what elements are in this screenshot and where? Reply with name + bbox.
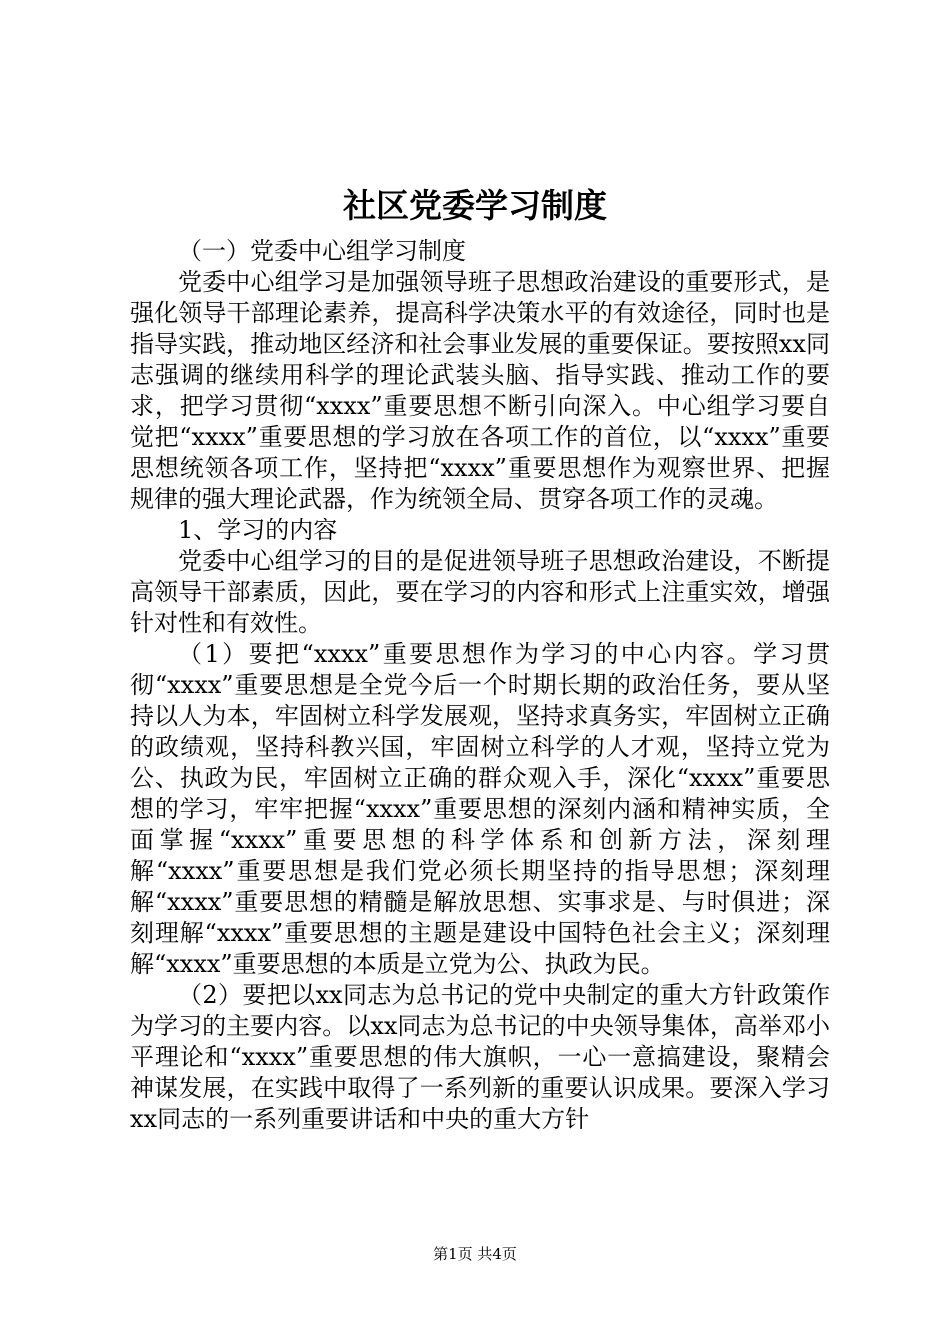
page-number: 第1页 共4页 [433, 1245, 517, 1263]
paragraph: （2）要把以xx同志为总书记的党中央制定的重大方针政策作为学习的主要内容。以xx同志为总书记的中央领导集体，高举邓小平理论和“xxxx”重要思想的伟大旗帜，一心一意搞建设，聚精会神谋发展，在实践中取得了一系列新的重要认识成果。要深入学习xx同志的一系列重要讲话和中央的重大方针 [130, 981, 830, 1133]
document-title: 社区党委学习制度 [343, 186, 607, 225]
subsection-heading: 1、学习的内容 [178, 516, 338, 544]
document-body [130, 236, 830, 1135]
section-heading: （一）党委中心组学习制度 [178, 237, 466, 265]
paragraph: 党委中心组学习是加强领导班子思想政治建设的重要形式，是强化领导干部理论素养，提高科学决策水平的有效途径，同时也是指导实践，推动地区经济和社会事业发展的重要保证。要按照xx同志强调的继续用科学的理论武装头脑、指导实践、推动工作的要求，把学习贯彻“xxxx”重要思想不断引向深入。中心组学习要自觉把“xxxx”重要思想的学习放在各项工作的首位，以“xxxx”重要思想统领各项工作，坚持把“xxxx”重要思想作为观察世界、把握规律的强大理论武器，作为统领全局、贯穿各项工作的灵魂。 [130, 268, 830, 513]
paragraph: 党委中心组学习的目的是促进领导班子思想政治建设，不断提高领导干部素质，因此，要在学习的内容和形式上注重实效，增强针对性和有效性。 [130, 547, 830, 637]
paragraph: （1）要把“xxxx”重要思想作为学习的中心内容。学习贯彻“xxxx”重要思想是全党今后一个时期长期的政治任务，要从坚持以人为本，牢固树立科学发展观，坚持求真务实，牢固树立正确的政绩观，坚持科教兴国，牢固树立科学的人才观，坚持立党为公、执政为民，牢固树立正确的群众观入手，深化“xxxx”重要思想的学习，牢牢把握“xxxx”重要思想的深刻内涵和精神实质，全面掌握“xxxx”重要思想的科学体系和创新方法，深刻理解“xxxx”重要思想是我们党必须长期坚持的指导思想；深刻理解“xxxx”重要思想的精髓是解放思想、实事求是、与时俱进；深刻理解“xxxx”重要思想的主题是建设中国特色社会主义；深刻理解“xxxx”重要思想的本质是立党为公、执政为民。 [130, 640, 830, 978]
